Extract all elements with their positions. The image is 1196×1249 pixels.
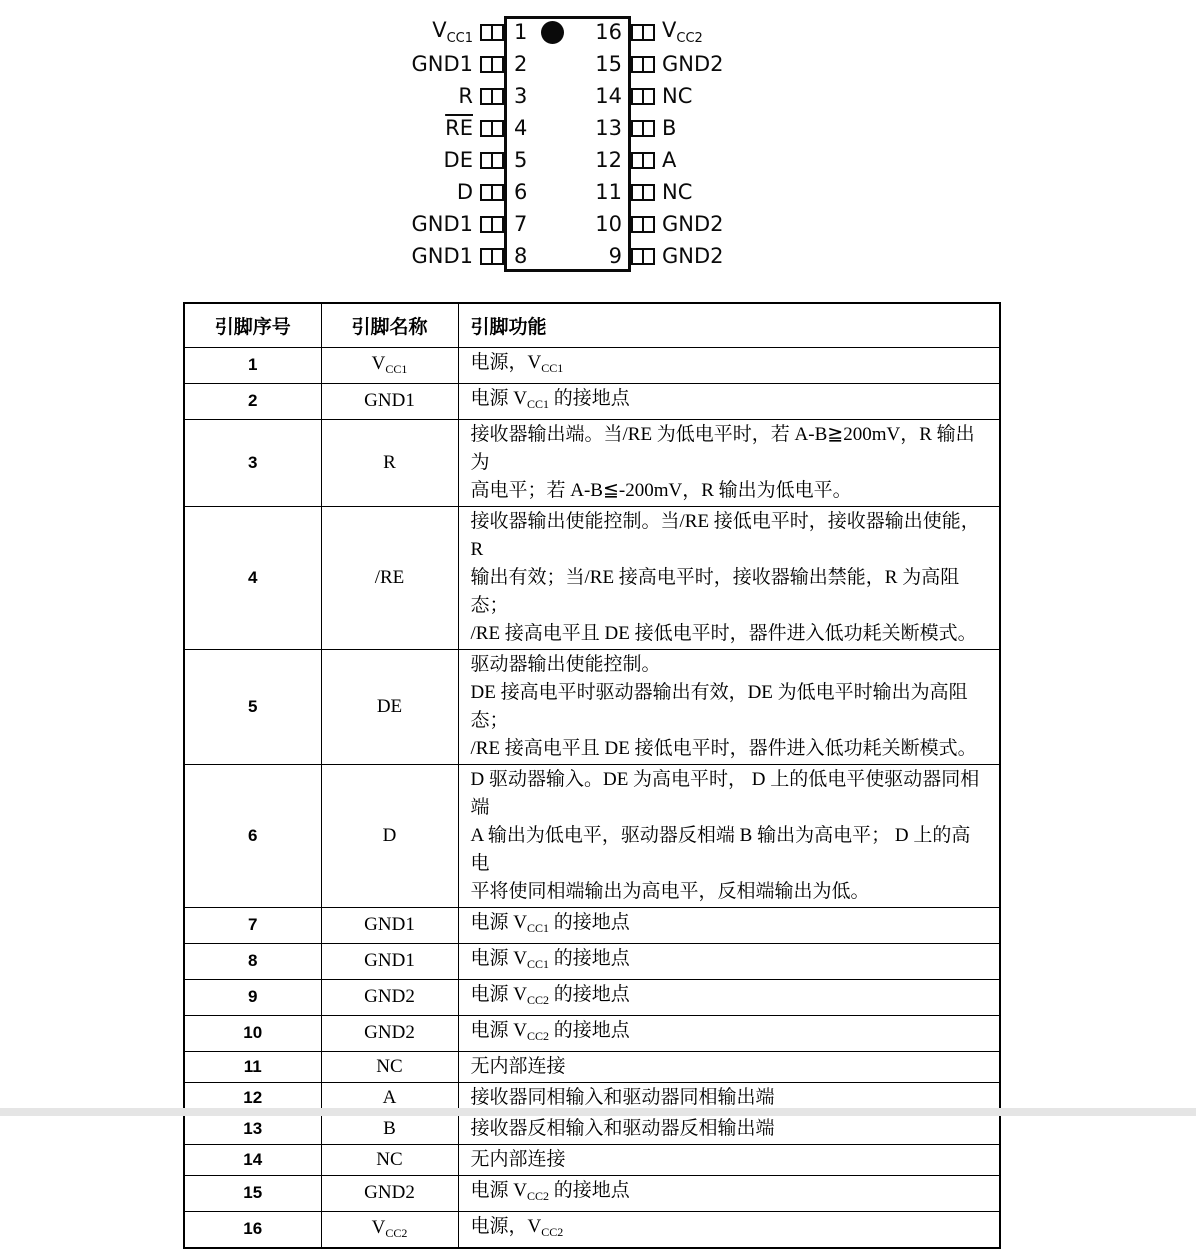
pin-number-left: 8 xyxy=(514,244,528,268)
text-segment: 平将使同相端输出为高电平，反相端输出为低。 xyxy=(470,880,870,902)
pin-number-left: 7 xyxy=(514,212,528,236)
pin-function-cell xyxy=(458,1175,1000,1211)
table-row xyxy=(184,764,1000,907)
text-segment: DE 接高电平时驱动器输出有效，DE 为低电平时输出为高阻态； xyxy=(470,681,968,731)
pin-number-right: 9 xyxy=(608,244,622,268)
pin-table-header xyxy=(184,303,1000,347)
table-row xyxy=(184,649,1000,764)
pin-lead-icon xyxy=(631,56,655,73)
text-segment: NC xyxy=(376,1055,403,1077)
pin-name-cell xyxy=(321,1051,458,1082)
pin-number-cell: 3 xyxy=(184,419,321,506)
pin-number-right: 13 xyxy=(595,116,622,140)
pin-row xyxy=(400,48,780,80)
pin-number-cell: 16 xyxy=(184,1211,321,1248)
ic-pinout-diagram xyxy=(400,16,780,274)
pin-name-cell xyxy=(321,943,458,979)
pin-number-right: 12 xyxy=(595,148,622,172)
text-segment: CC1 xyxy=(385,362,408,376)
text-segment: R xyxy=(458,84,473,108)
ic-body-row xyxy=(504,84,631,108)
ic-body-row xyxy=(504,20,631,44)
text-segment: /RE xyxy=(374,566,405,588)
pin-name-cell xyxy=(321,383,458,419)
pin-number-cell: 15 xyxy=(184,1175,321,1211)
table-row xyxy=(184,979,1000,1015)
table-row xyxy=(184,1051,1000,1082)
ic-body-row xyxy=(504,180,631,204)
text-segment: B xyxy=(383,1117,396,1139)
pin-label-left xyxy=(400,84,480,108)
text-segment: CC1 xyxy=(541,360,564,375)
pin-label-right xyxy=(655,18,703,46)
text-segment: 的接地点 xyxy=(549,983,630,1005)
pin-number-cell: 1 xyxy=(184,347,321,383)
text-segment: CC2 xyxy=(526,1188,549,1203)
column-header: 引脚名称 xyxy=(321,303,458,347)
pin-row xyxy=(400,80,780,112)
pin-label-left xyxy=(400,18,480,46)
text-segment: $\overline{RE}$ xyxy=(445,116,473,140)
text-segment: NC xyxy=(662,180,693,204)
pin-number-right: 16 xyxy=(595,20,622,44)
text-segment: 电源，V xyxy=(470,351,542,373)
pin-label-right xyxy=(655,212,724,236)
pin-name-cell xyxy=(321,1015,458,1051)
pin-function-cell xyxy=(458,649,1000,764)
pin-lead-icon xyxy=(631,216,655,233)
text-segment: CC2 xyxy=(526,1028,549,1043)
pin-label-left xyxy=(400,52,480,76)
text-segment: 电源 V xyxy=(470,387,527,409)
text-segment: D xyxy=(456,180,473,204)
column-header: 引脚功能 xyxy=(458,303,1000,347)
pin-label-right xyxy=(655,84,692,108)
pin-label-left xyxy=(400,212,480,236)
text-segment: 的接地点 xyxy=(549,1019,630,1041)
text-segment: 的接地点 xyxy=(549,947,630,969)
pin-number-group xyxy=(514,20,564,44)
text-segment: A xyxy=(662,148,677,172)
ic-body-row xyxy=(504,116,631,140)
text-segment: D xyxy=(382,824,397,846)
pin-name-cell xyxy=(321,1113,458,1144)
page-bottom-bar xyxy=(0,1108,1196,1116)
pin-lead-icon xyxy=(480,120,504,137)
text-segment: GND2 xyxy=(662,212,724,236)
text-segment: 无内部连接 xyxy=(470,1148,566,1170)
text-segment: A 输出为低电平，驱动器反相端 B 输出为高电平； D 上的高电 xyxy=(470,824,971,874)
pin-function-cell xyxy=(458,1113,1000,1144)
pin-lead-icon xyxy=(480,56,504,73)
pin-label-left xyxy=(400,148,480,172)
table-row xyxy=(184,347,1000,383)
text-segment: CC1 xyxy=(446,31,473,46)
table-row xyxy=(184,1175,1000,1211)
pin-function-table xyxy=(183,302,1001,1249)
text-segment: GND1 xyxy=(364,914,415,935)
pin-number-left: 5 xyxy=(514,148,528,172)
text-segment: CC2 xyxy=(526,992,549,1007)
pin-number-group xyxy=(514,244,527,268)
text-segment: V xyxy=(662,18,677,42)
text-segment: GND1 xyxy=(364,950,415,971)
pin-lead-icon xyxy=(631,120,655,137)
text-segment: R xyxy=(383,451,396,473)
pin-number-cell: 12 xyxy=(184,1082,321,1113)
pin-number-left: 6 xyxy=(514,180,528,204)
text-segment: /RE 接高电平且 DE 接低电平时，器件进入低功耗关断模式。 xyxy=(470,622,977,644)
ic-body-row xyxy=(504,52,631,76)
pin-number-group xyxy=(514,52,527,76)
text-segment: DE xyxy=(443,148,473,172)
pin-lead-icon xyxy=(480,216,504,233)
pin-lead-icon xyxy=(631,152,655,169)
pin-function-cell xyxy=(458,506,1000,649)
pin-lead-icon xyxy=(480,24,504,41)
table-row xyxy=(184,1113,1000,1144)
text-segment: GND1 xyxy=(411,244,473,268)
pin-lead-icon xyxy=(631,184,655,201)
pin-label-right xyxy=(655,180,692,204)
text-segment: GND2 xyxy=(662,52,724,76)
pin-name-cell xyxy=(321,649,458,764)
pin-function-cell xyxy=(458,1211,1000,1248)
text-segment: GND1 xyxy=(364,390,415,411)
pin-row xyxy=(400,208,780,240)
text-segment: /RE 接高电平且 DE 接低电平时，器件进入低功耗关断模式。 xyxy=(470,737,977,759)
table-row xyxy=(184,506,1000,649)
pin-number-left: 3 xyxy=(514,84,528,108)
pin-name-cell xyxy=(321,419,458,506)
pin-number-cell: 10 xyxy=(184,1015,321,1051)
pin-function-cell xyxy=(458,347,1000,383)
pin-lead-icon xyxy=(480,248,504,265)
text-segment: 接收器同相输入和驱动器同相输出端 xyxy=(470,1086,775,1108)
pin-row xyxy=(400,144,780,176)
text-segment: CC2 xyxy=(385,1226,408,1240)
pin-number-group xyxy=(514,148,527,172)
pin-row xyxy=(400,16,780,48)
pin-lead-icon xyxy=(480,88,504,105)
pin-number-group xyxy=(514,84,527,108)
table-row xyxy=(184,1211,1000,1248)
pin-number-right: 10 xyxy=(595,212,622,236)
pin-row xyxy=(400,112,780,144)
text-segment: 接收器反相输入和驱动器反相输出端 xyxy=(470,1117,775,1139)
text-segment: 电源 V xyxy=(470,947,527,969)
pin-number-cell: 8 xyxy=(184,943,321,979)
pin-function-cell xyxy=(458,979,1000,1015)
pin-number-cell: 11 xyxy=(184,1051,321,1082)
text-segment: CC2 xyxy=(676,31,703,46)
text-segment: 电源，V xyxy=(470,1215,542,1237)
text-segment: D 驱动器输入。DE 为高电平时， D 上的低电平使驱动器同相端 xyxy=(470,768,980,818)
text-segment: 电源 V xyxy=(470,1179,527,1201)
text-segment: 接收器输出端。当/RE 为低电平时，若 A-B≧200mV，R 输出为 xyxy=(470,423,975,473)
text-segment: 电源 V xyxy=(470,1019,527,1041)
text-segment: CC2 xyxy=(541,1224,564,1239)
pin-name-cell xyxy=(321,1144,458,1175)
pin-number-cell: 6 xyxy=(184,764,321,907)
pin-function-cell xyxy=(458,1144,1000,1175)
header-row xyxy=(184,303,1000,347)
pin-label-left xyxy=(400,244,480,268)
ic-body-row xyxy=(504,212,631,236)
table-row xyxy=(184,1015,1000,1051)
pin-number-right: 14 xyxy=(595,84,622,108)
text-segment: DE xyxy=(376,695,403,717)
table-row xyxy=(184,383,1000,419)
pin-lead-icon xyxy=(480,152,504,169)
pin-label-left xyxy=(400,180,480,204)
pin-function-cell xyxy=(458,419,1000,506)
pin-function-cell xyxy=(458,764,1000,907)
pin-name-cell xyxy=(321,1211,458,1248)
table-row xyxy=(184,943,1000,979)
pin-label-right xyxy=(655,148,676,172)
text-segment: NC xyxy=(376,1148,403,1170)
pin-number-left: 2 xyxy=(514,52,528,76)
pin-number-left: 4 xyxy=(514,116,528,140)
text-segment: V xyxy=(371,1217,386,1238)
pin-label-right xyxy=(655,52,724,76)
text-segment: 的接地点 xyxy=(549,387,630,409)
text-segment: CC1 xyxy=(526,396,549,411)
pin-number-cell: 14 xyxy=(184,1144,321,1175)
pin-rows xyxy=(400,16,780,272)
pin-lead-icon xyxy=(631,248,655,265)
text-segment: GND2 xyxy=(662,244,724,268)
text-segment: V xyxy=(371,353,386,374)
pin-number-cell: 13 xyxy=(184,1113,321,1144)
pin-row xyxy=(400,176,780,208)
table-row xyxy=(184,419,1000,506)
pin-function-cell xyxy=(458,1051,1000,1082)
pin-number-left: 1 xyxy=(514,20,528,44)
text-segment: 电源 V xyxy=(470,911,527,933)
text-segment: GND1 xyxy=(411,212,473,236)
text-segment: GND2 xyxy=(364,986,415,1007)
text-segment: NC xyxy=(662,84,693,108)
text-segment: A xyxy=(382,1086,397,1108)
pin-number-cell: 4 xyxy=(184,506,321,649)
table-row xyxy=(184,1144,1000,1175)
pin-function-cell xyxy=(458,907,1000,943)
table-row xyxy=(184,907,1000,943)
column-header: 引脚序号 xyxy=(184,303,321,347)
text-segment: GND2 xyxy=(364,1182,415,1203)
text-segment: 输出有效；当/RE 接高电平时，接收器输出禁能，R 为高阻态； xyxy=(470,566,960,616)
pin-function-cell xyxy=(458,943,1000,979)
pin-number-cell: 9 xyxy=(184,979,321,1015)
pin1-indicator-dot xyxy=(541,21,564,44)
pin-number-cell: 2 xyxy=(184,383,321,419)
pin-label-right xyxy=(655,116,676,140)
pin-number-cell: 5 xyxy=(184,649,321,764)
text-segment: CC1 xyxy=(526,956,549,971)
pin-lead-icon xyxy=(631,88,655,105)
text-segment: 驱动器输出使能控制。 xyxy=(470,653,661,675)
pin-name-cell xyxy=(321,1175,458,1211)
pin-name-cell xyxy=(321,979,458,1015)
pin-name-cell xyxy=(321,764,458,907)
pin-number-cell: 7 xyxy=(184,907,321,943)
pin-name-cell xyxy=(321,347,458,383)
pin-row xyxy=(400,240,780,272)
text-segment: GND1 xyxy=(411,52,473,76)
pin-number-right: 15 xyxy=(595,52,622,76)
text-segment: V xyxy=(432,18,447,42)
pin-lead-icon xyxy=(480,184,504,201)
text-segment: B xyxy=(662,116,677,140)
pin-lead-icon xyxy=(631,24,655,41)
pin-number-group xyxy=(514,180,527,204)
text-segment: 高电平；若 A-B≦-200mV，R 输出为低电平。 xyxy=(470,479,852,501)
text-segment: 无内部连接 xyxy=(470,1055,566,1077)
pin-label-right xyxy=(655,244,724,268)
text-segment: 的接地点 xyxy=(549,1179,630,1201)
pin-name-cell xyxy=(321,907,458,943)
pin-number-group xyxy=(514,212,527,236)
pin-label-left xyxy=(400,116,480,140)
ic-body-row xyxy=(504,148,631,172)
text-segment: 的接地点 xyxy=(549,911,630,933)
pin-number-right: 11 xyxy=(595,180,622,204)
text-segment: GND2 xyxy=(364,1022,415,1043)
ic-body-row xyxy=(504,244,631,268)
text-segment: CC1 xyxy=(526,920,549,935)
pin-name-cell xyxy=(321,506,458,649)
pin-function-cell xyxy=(458,1015,1000,1051)
text-segment: 接收器输出使能控制。当/RE 接低电平时，接收器输出使能，R xyxy=(470,510,980,560)
pin-number-group xyxy=(514,116,527,140)
text-segment: 电源 V xyxy=(470,983,527,1005)
pin-function-cell xyxy=(458,383,1000,419)
